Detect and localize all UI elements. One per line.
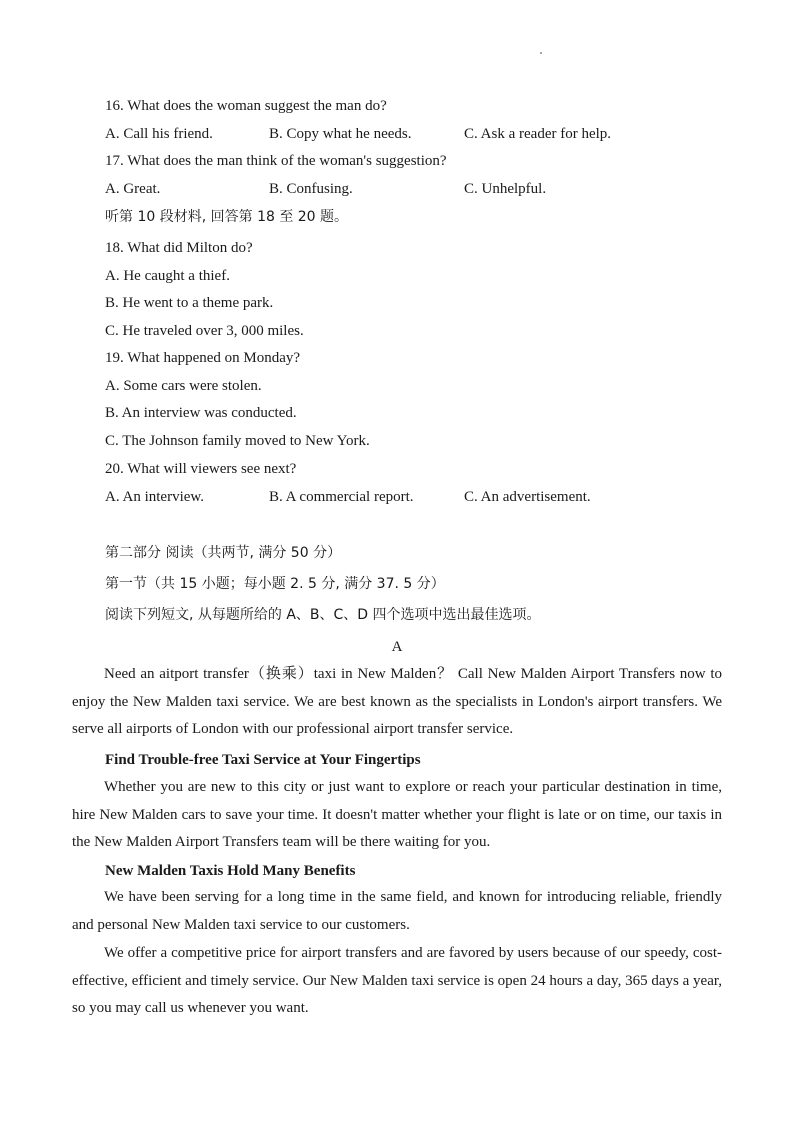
passage-label: A <box>391 639 403 655</box>
passage-paragraph-4: We offer a competitive price for airport transfers and are favored by users because of our speedy, cost-effective, efficient and timely service. Our New Malden taxi service is open 24 hours a day, 365 days a year, so you may call us whenever you want. <box>72 945 722 1016</box>
option-b: B. Copy what he needs. <box>269 126 412 142</box>
question-18-option-b: B. He went to a theme park. <box>105 295 274 311</box>
section-10-instruction: 听第 10 段材料, 回答第 18 至 20 题。 <box>105 209 349 225</box>
option-a: A. An interview. <box>105 489 205 505</box>
option-c: C. An advertisement. <box>464 489 591 505</box>
question-19-option-b: B. An interview was conducted. <box>105 405 297 421</box>
passage-heading-2: New Malden Taxis Hold Many Benefits <box>105 863 356 879</box>
section-1-title: 第一节（共 15 小题；每小题 2. 5 分, 满分 37. 5 分） <box>105 576 445 592</box>
question-16: 16. What does the woman suggest the man do? <box>105 98 387 114</box>
question-18: 18. What did Milton do? <box>105 240 253 256</box>
question-18-option-c: C. He traveled over 3, 000 miles. <box>105 323 304 339</box>
passage-paragraph-3: We have been serving for a long time in the same field, and known for introducing reliable, friendly and personal New Malden taxi service to our customers. <box>72 889 722 933</box>
question-19: 19. What happened on Monday? <box>105 350 301 366</box>
option-a: A. Call his friend. <box>105 126 213 142</box>
reading-instruction: 阅读下列短文, 从每题所给的 A、B、C、D 四个选项中选出最佳选项。 <box>105 607 541 623</box>
option-b: B. Confusing. <box>269 181 353 197</box>
question-20: 20. What will viewers see next? <box>105 461 297 477</box>
part-2-title: 第二部分 阅读（共两节, 满分 50 分） <box>105 545 342 561</box>
passage-paragraph-2: Whether you are new to this city or just want to explore or reach your particular destination in time, hire New Malden cars to save your time. It doesn't matter whether your flight is late or on time, our taxis in the New Malden Airport Transfers team will be there waiting for you. <box>72 779 722 850</box>
question-18-option-a: A. He caught a thief. <box>105 268 230 284</box>
option-c: C. Unhelpful. <box>464 181 547 197</box>
option-a: A. Great. <box>105 181 161 197</box>
passage-heading-1: Find Trouble-free Taxi Service at Your Fingertips <box>105 752 421 768</box>
scan-mark <box>540 52 542 54</box>
option-c: C. Ask a reader for help. <box>464 126 612 142</box>
question-19-option-a: A. Some cars were stolen. <box>105 378 262 394</box>
option-b: B. A commercial report. <box>269 489 414 505</box>
question-17: 17. What does the man think of the woman's suggestion? <box>105 153 447 169</box>
passage-paragraph-1: Need an aitport transfer（换乘）taxi in New Malden？ Call New Malden Airport Transfers now to enjoy the New Malden taxi service. We are best known as the specialists in London's airport transfers. We serve all airports of London with our professional airport transfer service. <box>72 666 722 737</box>
question-19-option-c: C. The Johnson family moved to New York. <box>105 433 370 449</box>
